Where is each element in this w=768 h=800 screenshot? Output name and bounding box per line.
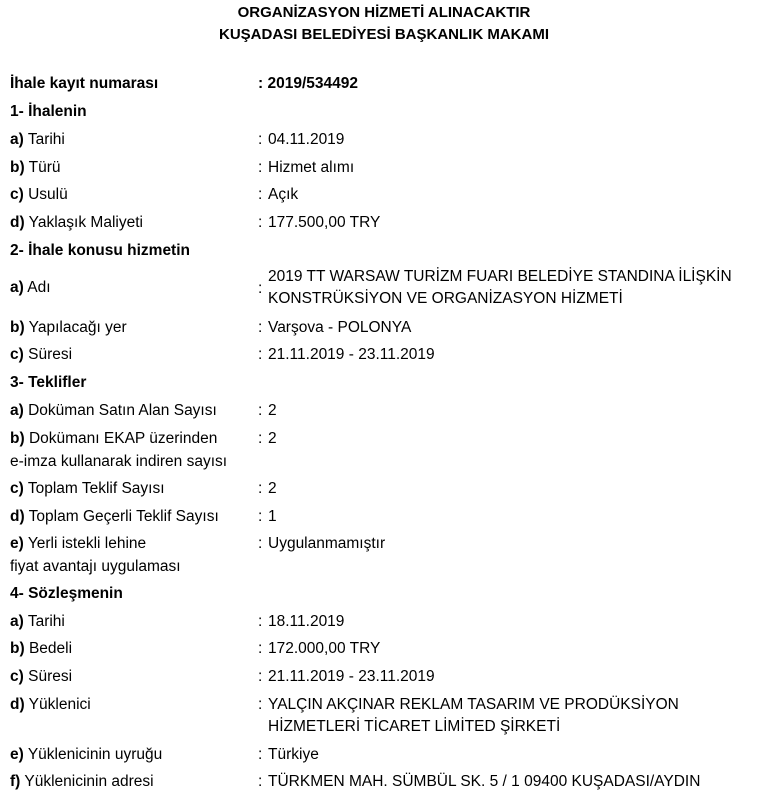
item-value: Uygulanmamıştır — [268, 535, 386, 552]
item-value: Açık — [268, 186, 299, 203]
item-label: Yüklenicinin adresi — [24, 773, 154, 790]
item-value-line1: 2019 TT WARSAW TURİZM FUARI BELEDİYE STANDINA İLİŞKİN — [268, 268, 732, 285]
item-letter: b) — [10, 159, 25, 176]
registration-label: İhale kayıt numarası — [10, 75, 159, 92]
item-letter: c) — [10, 186, 24, 203]
item-letter: e) — [10, 746, 24, 763]
document-title: ORGANİZASYON HİZMETİ ALINACAKTIR — [237, 4, 531, 21]
item-letter: c) — [10, 668, 24, 685]
item-letter: a) — [10, 131, 24, 148]
item-letter: c) — [10, 480, 24, 497]
item-letter: b) — [10, 430, 25, 447]
item-value: Türkiye — [268, 746, 319, 763]
item-value: 18.11.2019 — [268, 613, 345, 630]
colon: : — [258, 159, 263, 176]
item-label: Toplam Teklif Sayısı — [27, 480, 165, 497]
colon: : — [258, 430, 263, 447]
item-letter: e) — [10, 535, 24, 552]
item-letter: b) — [10, 319, 25, 336]
item-label: Yaklaşık Maliyeti — [28, 214, 143, 231]
colon: : — [258, 480, 263, 497]
colon: : — [258, 746, 263, 763]
colon: : — [258, 613, 263, 630]
item-label: Toplam Geçerli Teklif Sayısı — [28, 508, 219, 525]
colon: : — [258, 508, 263, 525]
colon: : — [258, 131, 263, 148]
item-value: 21.11.2019 - 23.11.2019 — [268, 668, 435, 685]
section2-item-name — [10, 266, 762, 310]
section4-title: 4- Sözleşmenin — [10, 585, 123, 602]
item-value-line1: YALÇIN AKÇINAR REKLAM TASARIM VE PRODÜKSİYON — [268, 696, 679, 713]
colon: : — [258, 280, 263, 297]
colon: : — [258, 214, 263, 231]
item-value: 177.500,00 TRY — [268, 214, 381, 231]
item-letter: b) — [10, 640, 25, 657]
item-label: Süresi — [28, 668, 73, 685]
item-label-line2: fiyat avantajı uygulaması — [10, 558, 181, 575]
item-value: Varşova - POLONYA — [268, 319, 412, 336]
item-label: Yüklenicinin uyruğu — [27, 746, 163, 763]
item-label: Bedeli — [28, 640, 73, 657]
item-label: Doküman Satın Alan Sayısı — [28, 402, 217, 419]
item-value: 1 — [268, 508, 277, 525]
item-value: 04.11.2019 — [268, 131, 345, 148]
item-label: Türü — [28, 159, 61, 176]
item-letter: f) — [10, 773, 21, 790]
item-value-line2: HİZMETLERİ TİCARET LİMİTED ŞİRKETİ — [268, 718, 561, 735]
section3-item-domestic-advantage — [10, 533, 762, 577]
item-letter: d) — [10, 696, 25, 713]
colon: : — [258, 346, 263, 363]
item-letter: a) — [10, 613, 24, 630]
item-label: Yerli istekli lehine — [27, 535, 147, 552]
registration-value: : 2019/534492 — [258, 75, 358, 92]
colon: : — [258, 186, 263, 203]
item-value: 2 — [268, 480, 277, 497]
colon: : — [258, 319, 263, 336]
colon: : — [258, 640, 263, 657]
item-value: 172.000,00 TRY — [268, 640, 381, 657]
section1-title: 1- İhalenin — [10, 103, 87, 120]
item-label: Adı — [27, 279, 51, 296]
item-label-line2: e-imza kullanarak indiren sayısı — [10, 453, 228, 470]
item-letter: a) — [10, 402, 24, 419]
section2-title: 2- İhale konusu hizmetin — [10, 242, 190, 259]
item-label: Tarihi — [27, 613, 65, 630]
colon: : — [258, 668, 263, 685]
colon: : — [258, 696, 263, 713]
item-label: Tarihi — [27, 131, 65, 148]
item-letter: d) — [10, 508, 25, 525]
item-value: Hizmet alımı — [268, 159, 355, 176]
colon: : — [258, 402, 263, 419]
item-label: Yüklenici — [28, 696, 91, 713]
item-label: Yapılacağı yer — [28, 319, 127, 336]
item-letter: a) — [10, 279, 24, 296]
section3-title: 3- Teklifler — [10, 374, 87, 391]
colon: : — [258, 773, 263, 790]
colon: : — [258, 535, 263, 552]
item-label: Usulü — [28, 186, 68, 203]
item-letter: c) — [10, 346, 24, 363]
item-value: 2 — [268, 402, 277, 419]
section4-item-contractor — [10, 694, 762, 738]
section3-item-downloaded — [10, 428, 762, 472]
item-value: 2 — [268, 430, 277, 447]
item-label: Süresi — [28, 346, 73, 363]
item-value: TÜRKMEN MAH. SÜMBÜL SK. 5 / 1 09400 KUŞADASI/AYDIN — [268, 773, 701, 790]
item-letter: d) — [10, 214, 25, 231]
item-value: 21.11.2019 - 23.11.2019 — [268, 346, 435, 363]
institution-name: KUŞADASI BELEDİYESİ BAŞKANLIK MAKAMI — [218, 26, 549, 43]
item-label: Dokümanı EKAP üzerinden — [28, 430, 218, 447]
item-value-line2: KONSTRÜKSİYON VE ORGANİZASYON HİZMETİ — [268, 290, 623, 307]
